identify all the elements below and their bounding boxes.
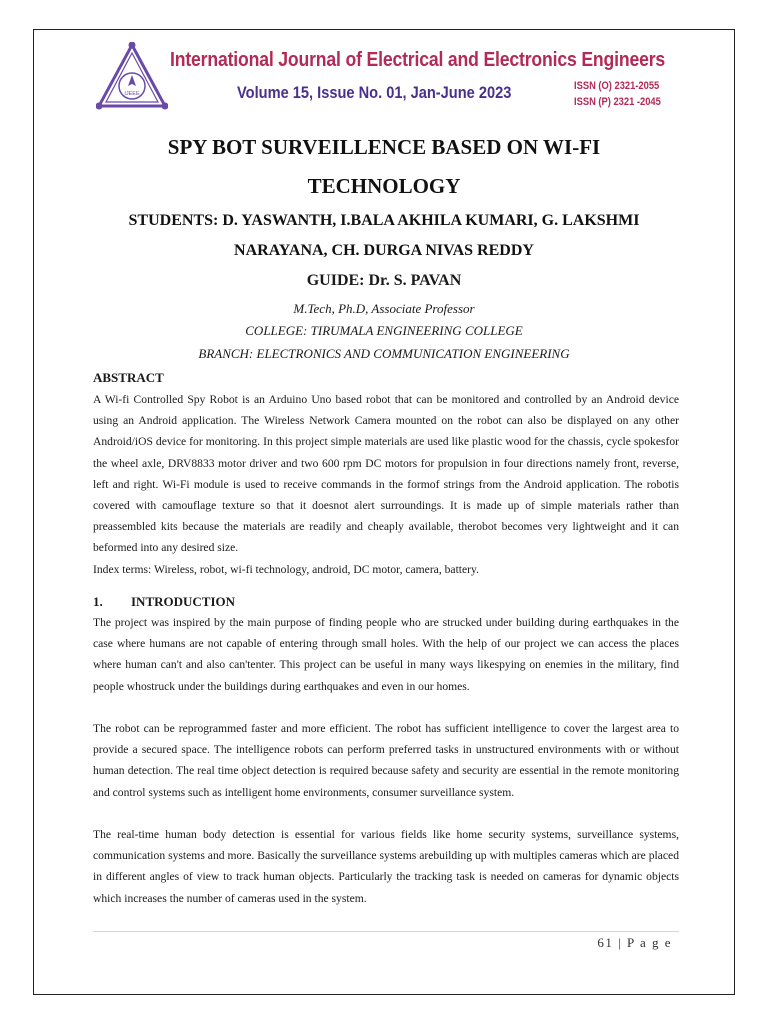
college-name: COLLEGE: TIRUMALA ENGINEERING COLLEGE (245, 323, 523, 338)
students-line-1: STUDENTS: D. YASWANTH, I.BALA AKHILA KUMARI, G. LAKSHMI (128, 212, 640, 229)
abstract-heading: ABSTRACT (93, 370, 164, 385)
page-number: 61 | P a g e (597, 935, 672, 950)
journal-logo (96, 42, 168, 110)
footer-divider (93, 931, 679, 932)
index-terms: Index terms: Wireless, robot, wi-fi technology, android, DC motor, camera, battery. (93, 563, 479, 576)
abstract-body: A Wi-fi Controlled Spy Robot is an Arduino Uno based robot that can be monitored and controlled by an Android device using an Android application. The Wireless Network Camera mounted on the robot can also be displayed on any other Android/iOS device for monitoring. In this project simple materials are used like plastic wood for the chassis, cycle spokesfor the wheel axle, DRV8833 motor driver and two 600 rpm DC motors for propulsion in four directions namely front, reverse, left and right. Wi-Fi module is used to receive commands in the formof strings from the Android application. The robotis covered with camouflage texture so that it doesnot alert surroundings. It is made up of simple materials rather than preassembled kits because the materials are readily and cheaply available, therobot becomes very lightweight and it can beformed into any desired size. (93, 393, 679, 555)
guide-name: GUIDE: Dr. S. PAVAN (306, 272, 462, 289)
students-line-2: NARAYANA, CH. DURGA NIVAS REDDY (234, 242, 534, 259)
issn-online: ISSN (O) 2321-2055 (574, 80, 660, 92)
svg-text:IJEEE: IJEEE (124, 91, 140, 97)
introduction-paragraph-1: The project was inspired by the main purpose of finding people who are strucked under building during earthquakes in the case where humans are not capable of entering through small holes. With the help of our project we can access the places where human can't and also can'tenter. This project can be useful in many ways likespying on enemies in the military, find people whostruck under the buildings during earthquakes and even in our homes. (93, 616, 679, 693)
section-title: INTRODUCTION (131, 594, 236, 609)
journal-header (96, 40, 676, 112)
journal-volume: Volume 15, Issue No. 01, Jan-June 2023 (237, 83, 512, 102)
introduction-paragraph-3: The real-time human body detection is essential for various fields like home security systems, surveillance systems, communication systems and more. Basically the surveillance systems arebuilding up with multiples cameras which are placed in different angles of view to track human objects. Particularly the tracking task is needed on cameras for dynamic objects which increases the number of cameras used in the system. (93, 828, 679, 905)
paper-title-line-1: SPY BOT SURVEILLENCE BASED ON WI-FI (167, 135, 601, 159)
issn-print: ISSN (P) 2321 -2045 (574, 96, 661, 108)
section-number: 1. (93, 594, 103, 609)
branch-name: BRANCH: ELECTRONICS AND COMMUNICATION ENGINEERING (198, 346, 570, 361)
introduction-heading (93, 594, 235, 610)
introduction-paragraph-2: The robot can be reprogrammed faster and more efficient. The robot has sufficient intelligence to cover the largest area to provide a secured space. The intelligence robots can perform preferred tasks in unstructured environments with or without human detection. The real time object detection is required because safety and security are essential in the remote monitoring and control systems such as intelligent home environments, consumer surveillance system. (93, 722, 679, 799)
guide-designation: M.Tech, Ph.D, Associate Professor (293, 301, 475, 316)
paper-title-line-2: TECHNOLOGY (307, 174, 461, 198)
journal-title: International Journal of Electrical and Electronics Engineers (170, 48, 666, 71)
